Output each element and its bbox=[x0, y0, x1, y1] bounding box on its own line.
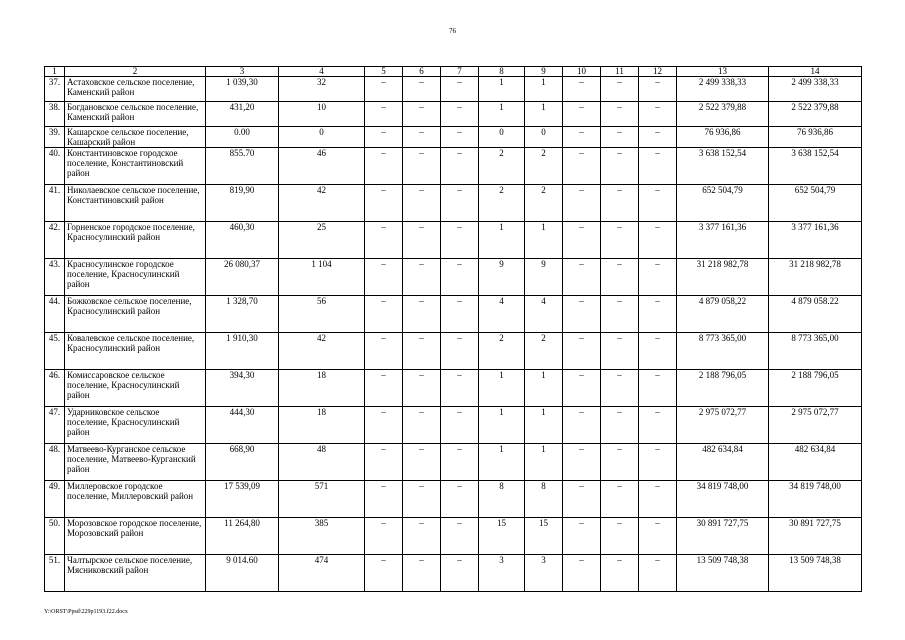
cell-col4: 474 bbox=[279, 555, 365, 592]
table-row bbox=[45, 102, 862, 127]
cell-col14: 31 218 982,78 bbox=[769, 259, 862, 296]
cell-col12: – bbox=[639, 370, 677, 407]
cell-col12: – bbox=[639, 407, 677, 444]
cell-col11: – bbox=[601, 222, 639, 259]
cell-col7: – bbox=[441, 333, 479, 370]
cell-col13: 30 891 727,75 bbox=[677, 518, 769, 555]
cell-col10: – bbox=[563, 407, 601, 444]
cell-col5: – bbox=[365, 185, 403, 222]
cell-col9: 2 bbox=[525, 333, 563, 370]
table-row bbox=[45, 222, 862, 259]
cell-col3: 460,30 bbox=[206, 222, 279, 259]
municipality-name: Николаевское сельское поселение, Константиновский район bbox=[65, 185, 206, 222]
cell-col11: – bbox=[601, 555, 639, 592]
cell-col12: – bbox=[639, 127, 677, 148]
cell-col6: – bbox=[403, 222, 441, 259]
cell-col7: – bbox=[441, 185, 479, 222]
row-number: 48. bbox=[45, 444, 65, 481]
cell-col10: – bbox=[563, 296, 601, 333]
municipality-name: Ударниковское сельское поселение, Красносулинский район bbox=[65, 407, 206, 444]
cell-col9: 4 bbox=[525, 296, 563, 333]
cell-col10: – bbox=[563, 127, 601, 148]
municipality-name: Ковалевское сельское поселение, Красносулинский район bbox=[65, 333, 206, 370]
municipality-name: Богдановское сельское поселение, Каменский район bbox=[65, 102, 206, 127]
cell-col12: – bbox=[639, 481, 677, 518]
cell-col9: 9 bbox=[525, 259, 563, 296]
cell-col11: – bbox=[601, 77, 639, 102]
cell-col11: – bbox=[601, 333, 639, 370]
cell-col14: 2 499 338,33 bbox=[769, 77, 862, 102]
cell-col10: – bbox=[563, 444, 601, 481]
cell-col13: 3 638 152,54 bbox=[677, 148, 769, 185]
cell-col11: – bbox=[601, 444, 639, 481]
cell-col8: 3 bbox=[479, 555, 525, 592]
cell-col3: 1 039,30 bbox=[206, 77, 279, 102]
cell-col7: – bbox=[441, 77, 479, 102]
cell-col11: – bbox=[601, 259, 639, 296]
table-row bbox=[45, 296, 862, 333]
cell-col14: 34 819 748,00 bbox=[769, 481, 862, 518]
row-number: 44. bbox=[45, 296, 65, 333]
header-cell: 5 bbox=[365, 67, 403, 77]
cell-col8: 2 bbox=[479, 148, 525, 185]
row-number: 47. bbox=[45, 407, 65, 444]
cell-col14: 2 975 072,77 bbox=[769, 407, 862, 444]
cell-col11: – bbox=[601, 370, 639, 407]
header-cell: 2 bbox=[65, 67, 206, 77]
cell-col6: – bbox=[403, 102, 441, 127]
cell-col13: 13 509 748,38 bbox=[677, 555, 769, 592]
cell-col7: – bbox=[441, 127, 479, 148]
row-number: 46. bbox=[45, 370, 65, 407]
cell-col13: 4 879 058,22 bbox=[677, 296, 769, 333]
page-number: 76 bbox=[449, 27, 456, 35]
cell-col4: 32 bbox=[279, 77, 365, 102]
cell-col8: 0 bbox=[479, 127, 525, 148]
cell-col11: – bbox=[601, 148, 639, 185]
cell-col11: – bbox=[601, 185, 639, 222]
cell-col13: 34 819 748,00 bbox=[677, 481, 769, 518]
cell-col9: 2 bbox=[525, 148, 563, 185]
cell-col8: 2 bbox=[479, 185, 525, 222]
cell-col9: 1 bbox=[525, 222, 563, 259]
header-cell: 14 bbox=[769, 67, 862, 77]
cell-col14: 482 634,84 bbox=[769, 444, 862, 481]
cell-col5: – bbox=[365, 518, 403, 555]
table-row bbox=[45, 518, 862, 555]
cell-col10: – bbox=[563, 185, 601, 222]
cell-col4: 25 bbox=[279, 222, 365, 259]
cell-col9: 0 bbox=[525, 127, 563, 148]
row-number: 42. bbox=[45, 222, 65, 259]
cell-col8: 1 bbox=[479, 407, 525, 444]
cell-col4: 18 bbox=[279, 370, 365, 407]
cell-col10: – bbox=[563, 222, 601, 259]
cell-col12: – bbox=[639, 148, 677, 185]
cell-col5: – bbox=[365, 444, 403, 481]
cell-col9: 1 bbox=[525, 102, 563, 127]
municipality-name: Матвеево-Курганское сельское поселение, Матвеево-Курганский район bbox=[65, 444, 206, 481]
cell-col10: – bbox=[563, 333, 601, 370]
table-row bbox=[45, 481, 862, 518]
cell-col3: 668,90 bbox=[206, 444, 279, 481]
cell-col4: 48 bbox=[279, 444, 365, 481]
municipality-name: Божковское сельское поселение, Красносулинский район bbox=[65, 296, 206, 333]
cell-col7: – bbox=[441, 222, 479, 259]
header-cell: 11 bbox=[601, 67, 639, 77]
cell-col14: 4 879 058.22 bbox=[769, 296, 862, 333]
cell-col4: 42 bbox=[279, 333, 365, 370]
cell-col5: – bbox=[365, 481, 403, 518]
cell-col6: – bbox=[403, 259, 441, 296]
table-row bbox=[45, 127, 862, 148]
cell-col12: – bbox=[639, 518, 677, 555]
cell-col13: 2 522 379,88 bbox=[677, 102, 769, 127]
cell-col10: – bbox=[563, 259, 601, 296]
cell-col12: – bbox=[639, 296, 677, 333]
data-table bbox=[44, 66, 862, 592]
cell-col4: 385 bbox=[279, 518, 365, 555]
header-row bbox=[45, 67, 862, 77]
cell-col4: 10 bbox=[279, 102, 365, 127]
cell-col14: 3 377 161,36 bbox=[769, 222, 862, 259]
cell-col7: – bbox=[441, 444, 479, 481]
table-row bbox=[45, 370, 862, 407]
cell-col7: – bbox=[441, 481, 479, 518]
cell-col3: 1 910,30 bbox=[206, 333, 279, 370]
cell-col10: – bbox=[563, 148, 601, 185]
municipality-name: Чалтырское сельское поселение, Мясниковский район bbox=[65, 555, 206, 592]
row-number: 51. bbox=[45, 555, 65, 592]
cell-col5: – bbox=[365, 333, 403, 370]
cell-col4: 1 104 bbox=[279, 259, 365, 296]
cell-col14: 8 773 365,00 bbox=[769, 333, 862, 370]
cell-col12: – bbox=[639, 222, 677, 259]
cell-col8: 1 bbox=[479, 444, 525, 481]
cell-col10: – bbox=[563, 555, 601, 592]
cell-col9: 1 bbox=[525, 444, 563, 481]
cell-col11: – bbox=[601, 296, 639, 333]
cell-col12: – bbox=[639, 185, 677, 222]
municipality-name: Миллеровское городское поселение, Миллеровский район bbox=[65, 481, 206, 518]
row-number: 45. bbox=[45, 333, 65, 370]
cell-col5: – bbox=[365, 148, 403, 185]
cell-col10: – bbox=[563, 77, 601, 102]
municipality-name: Астаховское сельское поселение, Каменский район bbox=[65, 77, 206, 102]
cell-col8: 4 bbox=[479, 296, 525, 333]
cell-col6: – bbox=[403, 296, 441, 333]
row-number: 38. bbox=[45, 102, 65, 127]
cell-col8: 9 bbox=[479, 259, 525, 296]
cell-col5: – bbox=[365, 407, 403, 444]
row-number: 40. bbox=[45, 148, 65, 185]
cell-col8: 1 bbox=[479, 77, 525, 102]
cell-col10: – bbox=[563, 518, 601, 555]
cell-col12: – bbox=[639, 259, 677, 296]
cell-col8: 8 bbox=[479, 481, 525, 518]
cell-col12: – bbox=[639, 77, 677, 102]
cell-col14: 13 509 748,38 bbox=[769, 555, 862, 592]
cell-col13: 2 975 072,77 bbox=[677, 407, 769, 444]
header-cell: 4 bbox=[279, 67, 365, 77]
cell-col9: 3 bbox=[525, 555, 563, 592]
cell-col4: 571 bbox=[279, 481, 365, 518]
cell-col7: – bbox=[441, 148, 479, 185]
cell-col8: 2 bbox=[479, 333, 525, 370]
cell-col13: 8 773 365,00 bbox=[677, 333, 769, 370]
table-row bbox=[45, 407, 862, 444]
cell-col3: 26 080,37 bbox=[206, 259, 279, 296]
cell-col7: – bbox=[441, 370, 479, 407]
cell-col6: – bbox=[403, 77, 441, 102]
municipality-name: Красносулинское городское поселение, Красносулинский район bbox=[65, 259, 206, 296]
cell-col5: – bbox=[365, 102, 403, 127]
cell-col9: 15 bbox=[525, 518, 563, 555]
row-number: 50. bbox=[45, 518, 65, 555]
cell-col3: 11 264,80 bbox=[206, 518, 279, 555]
cell-col14: 652 504,79 bbox=[769, 185, 862, 222]
municipality-name: Константиновское городское поселение, Константиновский район bbox=[65, 148, 206, 185]
cell-col13: 2 188 796,05 bbox=[677, 370, 769, 407]
cell-col14: 2 188 796,05 bbox=[769, 370, 862, 407]
municipality-name: Морозовское городское поселение, Морозовский район bbox=[65, 518, 206, 555]
cell-col6: – bbox=[403, 370, 441, 407]
header-cell: 13 bbox=[677, 67, 769, 77]
cell-col5: – bbox=[365, 370, 403, 407]
cell-col5: – bbox=[365, 555, 403, 592]
cell-col3: 855.70 bbox=[206, 148, 279, 185]
cell-col8: 1 bbox=[479, 102, 525, 127]
cell-col13: 2 499 338,33 bbox=[677, 77, 769, 102]
header-cell: 9 bbox=[525, 67, 563, 77]
table-row bbox=[45, 333, 862, 370]
cell-col12: – bbox=[639, 444, 677, 481]
table-row bbox=[45, 185, 862, 222]
cell-col10: – bbox=[563, 370, 601, 407]
row-number: 41. bbox=[45, 185, 65, 222]
cell-col6: – bbox=[403, 555, 441, 592]
cell-col11: – bbox=[601, 407, 639, 444]
cell-col14: 30 891 727,75 bbox=[769, 518, 862, 555]
cell-col6: – bbox=[403, 127, 441, 148]
cell-col11: – bbox=[601, 102, 639, 127]
cell-col13: 482 634,84 bbox=[677, 444, 769, 481]
cell-col6: – bbox=[403, 333, 441, 370]
cell-col9: 2 bbox=[525, 185, 563, 222]
cell-col11: – bbox=[601, 518, 639, 555]
header-cell: 1 bbox=[45, 67, 65, 77]
cell-col7: – bbox=[441, 296, 479, 333]
cell-col3: 17 539,09 bbox=[206, 481, 279, 518]
header-cell: 8 bbox=[479, 67, 525, 77]
table-row bbox=[45, 259, 862, 296]
municipality-name: Комиссаровское сельское поселение, Красносулинский район bbox=[65, 370, 206, 407]
cell-col14: 2 522 379,88 bbox=[769, 102, 862, 127]
cell-col9: 1 bbox=[525, 407, 563, 444]
cell-col4: 56 bbox=[279, 296, 365, 333]
cell-col7: – bbox=[441, 555, 479, 592]
cell-col3: 1 328,70 bbox=[206, 296, 279, 333]
table-row bbox=[45, 444, 862, 481]
cell-col8: 1 bbox=[479, 370, 525, 407]
row-number: 37. bbox=[45, 77, 65, 102]
row-number: 43. bbox=[45, 259, 65, 296]
cell-col4: 46 bbox=[279, 148, 365, 185]
municipality-name: Горненское городское поселение, Красносулинский район bbox=[65, 222, 206, 259]
cell-col13: 652 504,79 bbox=[677, 185, 769, 222]
cell-col8: 15 bbox=[479, 518, 525, 555]
cell-col12: – bbox=[639, 555, 677, 592]
cell-col10: – bbox=[563, 481, 601, 518]
header-cell: 10 bbox=[563, 67, 601, 77]
cell-col3: 394,30 bbox=[206, 370, 279, 407]
cell-col6: – bbox=[403, 444, 441, 481]
cell-col9: 8 bbox=[525, 481, 563, 518]
cell-col12: – bbox=[639, 102, 677, 127]
cell-col11: – bbox=[601, 481, 639, 518]
cell-col12: – bbox=[639, 333, 677, 370]
cell-col6: – bbox=[403, 148, 441, 185]
cell-col7: – bbox=[441, 518, 479, 555]
cell-col10: – bbox=[563, 102, 601, 127]
cell-col13: 3 377 161,36 bbox=[677, 222, 769, 259]
cell-col13: 76 936,86 bbox=[677, 127, 769, 148]
cell-col5: – bbox=[365, 77, 403, 102]
row-number: 49. bbox=[45, 481, 65, 518]
cell-col6: – bbox=[403, 185, 441, 222]
cell-col5: – bbox=[365, 222, 403, 259]
cell-col3: 819,90 bbox=[206, 185, 279, 222]
cell-col7: – bbox=[441, 259, 479, 296]
cell-col13: 31 218 982,78 bbox=[677, 259, 769, 296]
cell-col5: – bbox=[365, 259, 403, 296]
cell-col5: – bbox=[365, 296, 403, 333]
cell-col4: 18 bbox=[279, 407, 365, 444]
cell-col3: 431,20 bbox=[206, 102, 279, 127]
footer-file-path: Y:\ORST\Ppsd\229p1193.f22.docx bbox=[44, 609, 128, 615]
cell-col14: 76 936,86 bbox=[769, 127, 862, 148]
cell-col4: 0 bbox=[279, 127, 365, 148]
header-cell: 7 bbox=[441, 67, 479, 77]
cell-col3: 0.00 bbox=[206, 127, 279, 148]
table-row bbox=[45, 555, 862, 592]
cell-col4: 42 bbox=[279, 185, 365, 222]
cell-col9: 1 bbox=[525, 370, 563, 407]
table-row bbox=[45, 77, 862, 102]
table-row bbox=[45, 148, 862, 185]
municipality-name: Кашарское сельское поселение, Кашарский район bbox=[65, 127, 206, 148]
cell-col5: – bbox=[365, 127, 403, 148]
cell-col9: 1 bbox=[525, 77, 563, 102]
cell-col3: 444,30 bbox=[206, 407, 279, 444]
header-cell: 6 bbox=[403, 67, 441, 77]
header-cell: 3 bbox=[206, 67, 279, 77]
cell-col11: – bbox=[601, 127, 639, 148]
cell-col14: 3 638 152,54 bbox=[769, 148, 862, 185]
cell-col7: – bbox=[441, 407, 479, 444]
row-number: 39. bbox=[45, 127, 65, 148]
header-cell: 12 bbox=[639, 67, 677, 77]
cell-col7: – bbox=[441, 102, 479, 127]
cell-col6: – bbox=[403, 481, 441, 518]
cell-col6: – bbox=[403, 518, 441, 555]
cell-col3: 9 014.60 bbox=[206, 555, 279, 592]
cell-col8: 1 bbox=[479, 222, 525, 259]
cell-col6: – bbox=[403, 407, 441, 444]
